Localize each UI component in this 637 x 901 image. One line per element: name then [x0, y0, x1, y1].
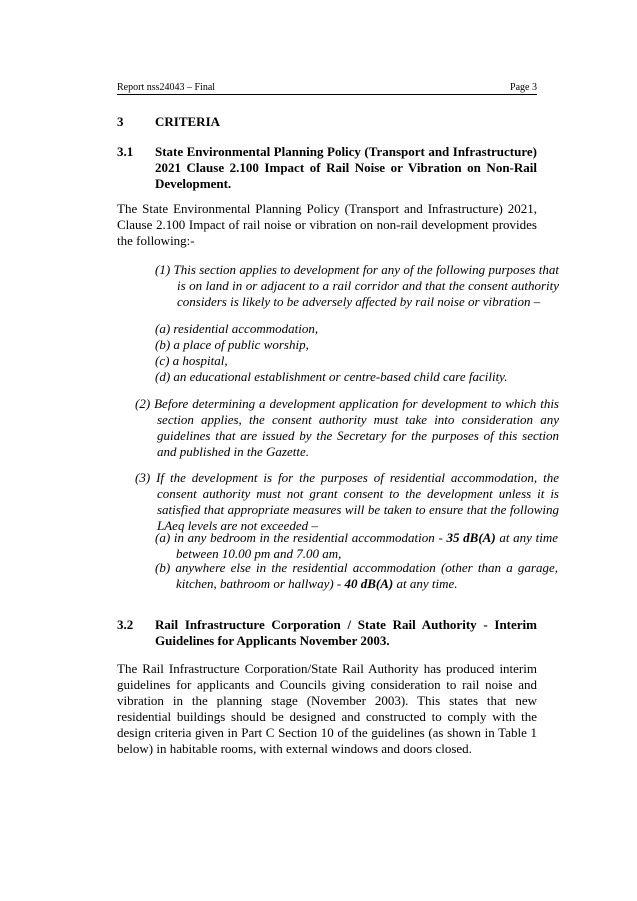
section-3-1-intro: The State Environmental Planning Policy (Transport and Infrastructure) 2021, Clause 2.100 Impact of rail noise or vibration on non-rail development provides the following:- [117, 201, 537, 248]
section-3-title: CRITERIA [155, 114, 221, 129]
clause-1: (1) This section applies to development for any of the following purposes that is on land in or adjacent to a rail corridor and that the consent authority considers is likely to be adversely affected by rail noise or vibration – [155, 262, 559, 309]
sub-a-level: 35 dB(A) [446, 530, 496, 545]
report-id: Report nss24043 – Final [117, 82, 216, 93]
page-header [117, 82, 537, 95]
section-3-number: 3 [117, 114, 124, 129]
sub-a-text-end: at any time between 10.00 pm and 7.00 am, [176, 530, 559, 561]
section-3-1-title: State Environmental Planning Policy (Transport and Infrastructure) 2021 Clause 2.100 Impact of Rail Noise or Vibration on Non-Rail Development. [155, 144, 537, 191]
section-3-2-title: Rail Infrastructure Corporation / State Rail Authority - Interim Guidelines for Applicants November 2003. [155, 617, 537, 648]
section-3-2-number: 3.2 [117, 617, 134, 632]
clause-3: (3) If the development is for the purposes of residential accommodation, the consent authority must not grant consent to the development unless it is satisfied that appropriate measures will be taken to ensure that the following LAeq levels are not exceeded – [135, 470, 559, 533]
sub-b-text: (b) anywhere else in the residential accommodation (other than a garage, kitchen, bathroom or hallway) - [155, 560, 558, 591]
clause-3-sub-a [155, 530, 558, 562]
clause-3-sub-b [155, 560, 558, 592]
clause-2: (2) Before determining a development application for development to which this section applies, the consent authority must take into consideration any guidelines that are issued by the Secretary for the purposes of this section and published in the Gazette. [135, 396, 559, 459]
list-item: (a) residential accommodation, [155, 321, 319, 336]
page-number: Page 3 [510, 82, 537, 93]
list-item: (d) an educational establishment or centre-based child care facility. [155, 369, 508, 384]
section-3-1-number: 3.1 [117, 144, 134, 159]
list-item: (c) a hospital, [155, 353, 228, 368]
list-item: (b) a place of public worship, [155, 337, 309, 352]
section-3-2-body: The Rail Infrastructure Corporation/State Rail Authority has produced interim guidelines for applicants and Councils giving consideration to rail noise and vibration in the planning stage (November 2003). This states that new residential buildings should be designed and constructed to comply with the design criteria given in Part C Section 10 of the guidelines (as shown in Table 1 below) in habitable rooms, with external windows and doors closed. [117, 661, 537, 756]
sub-a-text: (a) in any bedroom in the residential accommodation - [155, 530, 447, 545]
sub-b-text-end: at any time. [393, 576, 458, 591]
sub-b-level: 40 dB(A) [344, 576, 394, 591]
purposes-list [155, 321, 537, 385]
